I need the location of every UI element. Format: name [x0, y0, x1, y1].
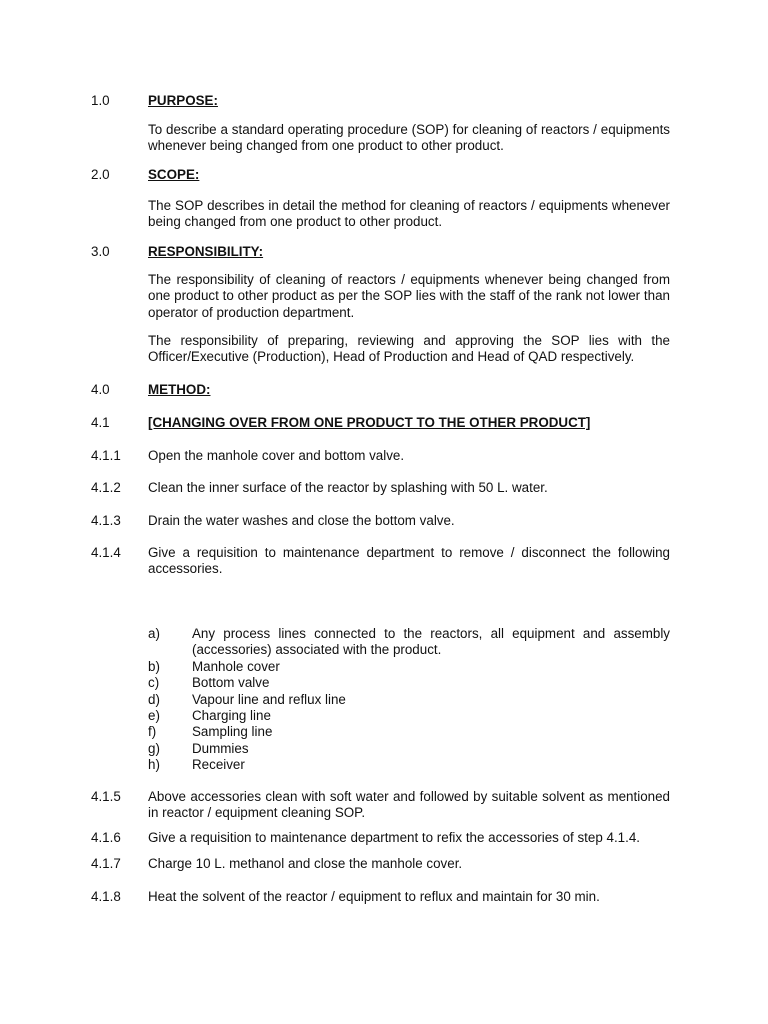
list-item-text: Dummies	[192, 740, 249, 756]
section-number: 4.1	[91, 415, 110, 430]
section-number: 1.0	[91, 93, 110, 108]
step-number: 4.1.4	[91, 545, 121, 560]
step-number: 4.1.2	[91, 480, 121, 495]
section-heading-method: METHOD:	[148, 382, 211, 397]
list-item-text: Bottom valve	[192, 675, 270, 691]
list-item	[148, 757, 670, 773]
section-number: 4.0	[91, 382, 110, 397]
list-item	[148, 692, 670, 708]
section-heading-responsibility: RESPONSIBILITY:	[148, 244, 264, 259]
list-item-text: Vapour line and reflux line	[192, 691, 346, 707]
responsibility-text-1: The responsibility of cleaning of reactors / equipments whenever being changed from one product to other product as per the SOP lies with the staff of the rank not lower than operator of production department.	[148, 272, 670, 320]
section-heading-purpose: PURPOSE:	[148, 93, 218, 108]
list-item	[148, 659, 670, 675]
list-item	[148, 626, 670, 659]
accessories-list	[148, 626, 670, 774]
step-text: Open the manhole cover and bottom valve.	[148, 448, 405, 463]
step-number: 4.1.8	[91, 889, 121, 904]
list-item	[148, 741, 670, 757]
list-marker: g)	[148, 740, 160, 756]
purpose-text: To describe a standard operating procedure (SOP) for cleaning of reactors / equipments whenever being changed from one product to other product.	[148, 122, 670, 154]
step-text: Charge 10 L. methanol and close the manhole cover.	[148, 856, 463, 871]
step-number: 4.1.5	[91, 789, 121, 804]
responsibility-text-2: The responsibility of preparing, reviewing and approving the SOP lies with the Officer/Executive (Production), Head of Production and Head of QAD respectively.	[148, 333, 670, 365]
list-marker: h)	[148, 757, 160, 773]
list-marker: c)	[148, 675, 160, 691]
step-text: Give a requisition to maintenance department to refix the accessories of step 4.1.4.	[148, 830, 641, 845]
step-number: 4.1.6	[91, 830, 121, 845]
list-item	[148, 675, 670, 691]
list-marker: a)	[148, 626, 160, 641]
section-number: 3.0	[91, 244, 110, 259]
list-item-text: Charging line	[192, 708, 271, 724]
list-marker: e)	[148, 708, 160, 724]
list-item-text: Manhole cover	[192, 658, 280, 674]
step-number: 4.1.7	[91, 856, 121, 871]
step-text: Give a requisition to maintenance department to remove / disconnect the following accessories.	[148, 545, 670, 577]
list-item-text: Receiver	[192, 757, 245, 773]
list-marker: f)	[148, 724, 157, 740]
section-heading-scope: SCOPE:	[148, 167, 200, 182]
list-item	[148, 724, 670, 740]
list-marker: d)	[148, 691, 160, 707]
step-text: Drain the water washes and close the bottom valve.	[148, 513, 455, 528]
step-number: 4.1.1	[91, 448, 121, 463]
subsection-heading-changeover: [CHANGING OVER FROM ONE PRODUCT TO THE OTHER PRODUCT]	[148, 415, 591, 430]
list-item-text: Sampling line	[192, 724, 273, 740]
step-text: Above accessories clean with soft water and followed by suitable solvent as mentioned in reactor / equipment cleaning SOP.	[148, 789, 670, 821]
step-number: 4.1.3	[91, 513, 121, 528]
section-number: 2.0	[91, 167, 110, 182]
scope-text: The SOP describes in detail the method for cleaning of reactors / equipments whenever being changed from one product to other product.	[148, 198, 670, 230]
list-marker: b)	[148, 658, 160, 674]
list-item	[148, 708, 670, 724]
step-text: Clean the inner surface of the reactor by splashing with 50 L. water.	[148, 480, 548, 495]
step-text: Heat the solvent of the reactor / equipment to reflux and maintain for 30 min.	[148, 889, 600, 904]
list-item-text: Any process lines connected to the reactors, all equipment and assembly (accessories) associated with the product.	[192, 626, 670, 658]
